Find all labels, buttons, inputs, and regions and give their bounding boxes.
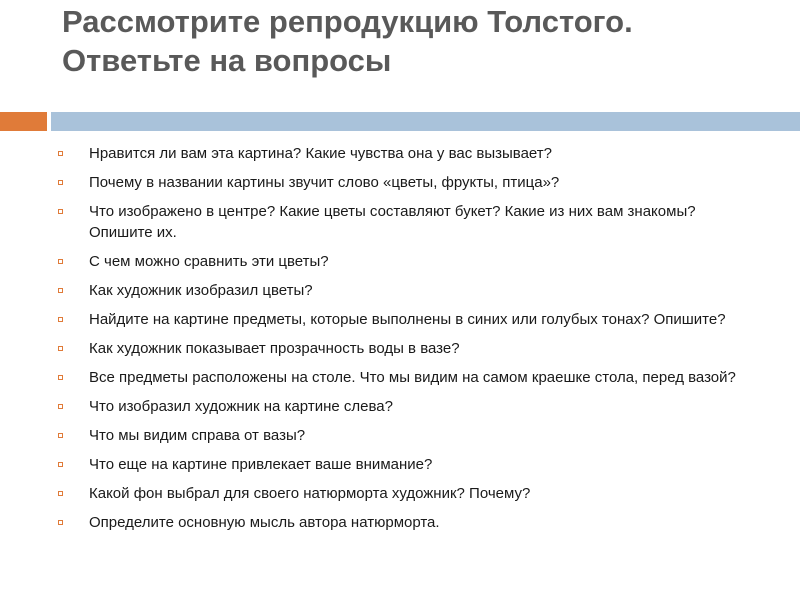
square-bullet-icon xyxy=(58,462,63,467)
square-bullet-icon xyxy=(58,180,63,185)
question-item xyxy=(58,425,758,446)
question-text: Как художник показывает прозрачность воды в вазе? xyxy=(89,340,460,357)
question-item xyxy=(58,396,758,417)
square-bullet-icon xyxy=(58,491,63,496)
square-bullet-icon xyxy=(58,404,63,409)
square-bullet-icon xyxy=(58,151,63,156)
square-bullet-icon xyxy=(58,209,63,214)
square-bullet-icon xyxy=(58,346,63,351)
square-bullet-icon xyxy=(58,375,63,380)
square-bullet-icon xyxy=(58,433,63,438)
question-text: Что мы видим справа от вазы? xyxy=(89,427,306,444)
question-text: Что изобразил художник на картине слева? xyxy=(89,398,393,415)
question-text: Все предметы расположены на столе. Что мы видим на самом краешке стола, перед вазой? xyxy=(89,369,736,386)
question-text: Найдите на картине предметы, которые выполнены в синих или голубых тонах? Опишите? xyxy=(89,311,726,328)
question-item xyxy=(58,367,758,388)
accent-bar-orange xyxy=(0,112,47,131)
question-text: Что изображено в центре? Какие цветы составляют букет? Какие из них вам знакомы? Опишите их. xyxy=(89,203,696,241)
question-item xyxy=(58,172,758,193)
question-text: Нравится ли вам эта картина? Какие чувства она у вас вызывает? xyxy=(89,145,552,162)
question-text: С чем можно сравнить эти цветы? xyxy=(89,253,329,270)
slide-title xyxy=(62,2,782,80)
question-text: Как художник изобразил цветы? xyxy=(89,282,313,299)
square-bullet-icon xyxy=(58,288,63,293)
square-bullet-icon xyxy=(58,520,63,525)
question-text: Определите основную мысль автора натюрморта. xyxy=(89,514,440,531)
square-bullet-icon xyxy=(58,259,63,264)
question-item xyxy=(58,201,758,243)
question-item xyxy=(58,143,758,164)
question-item xyxy=(58,454,758,475)
title-line-2: Ответьте на вопросы xyxy=(62,43,392,78)
question-text: Что еще на картине привлекает ваше внимание? xyxy=(89,456,433,473)
question-item xyxy=(58,338,758,359)
question-text: Какой фон выбрал для своего натюрморта художник? Почему? xyxy=(89,485,531,502)
question-list xyxy=(58,143,758,541)
title-line-1: Рассмотрите репродукцию Толстого. xyxy=(62,4,633,39)
question-item xyxy=(58,251,758,272)
question-item xyxy=(58,483,758,504)
question-text: Почему в названии картины звучит слово «цветы, фрукты, птица»? xyxy=(89,174,560,191)
square-bullet-icon xyxy=(58,317,63,322)
question-item xyxy=(58,512,758,533)
question-item xyxy=(58,280,758,301)
accent-bar-blue xyxy=(51,112,800,131)
question-item xyxy=(58,309,758,330)
